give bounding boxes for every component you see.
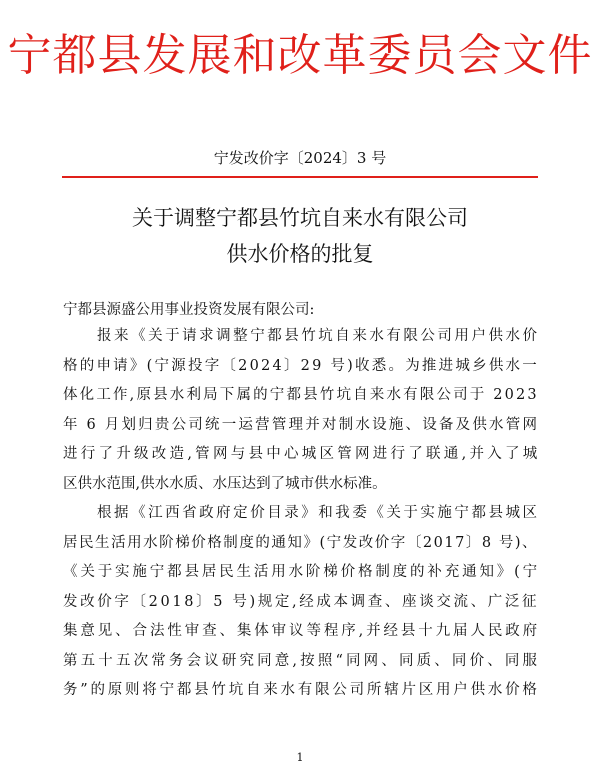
paragraph-2-line: 发改价字〔2018〕5 号)规定,经成本调查、座谈交流、广泛征 [63,593,540,610]
document-number: 宁发改价字〔2024〕3 号 [213,149,387,167]
red-divider-line [62,176,538,178]
document-header-title: 宁都县发展和改革委员会文件 [7,30,593,81]
paragraph-2-line: 居民生活用水阶梯价格制度的通知》(宁发改价字〔2017〕8 号)、 [63,534,539,551]
addressee: 宁都县源盛公用事业投资发展有限公司: [63,302,315,318]
page-number: 1 [296,751,304,764]
paragraph-1 [63,322,541,499]
paragraph-1-line: 报来《关于请求调整宁都县竹坑自来水有限公司用户供水价 [63,328,540,344]
paragraph-2-line: 务”的原则将宁都县竹坑自来水有限公司所辖片区用户供水价格 [63,682,540,698]
paragraph-1-line: 年 6 月划归贵公司统一运营管理并对制水设施、设备及供水管网 [63,416,540,433]
paragraph-2 [63,499,541,706]
paragraph-1-line: 格的申请》(宁源投字〔2024〕29 号)收悉。为推进城乡供水一 [63,357,539,374]
paragraph-1-line: 进行了升级改造,管网与县中心城区管网进行了联通,并入了城 [63,446,541,462]
paragraph-1-line: 体化工作,原县水利局下属的宁都县竹坑自来水有限公司于 2023 [63,387,539,403]
document-title [0,200,600,272]
paragraph-2-line: 集意见、合法性审查、集体审议等程序,并经县十九届人民政府 [63,623,540,639]
document-title-line-2: 供水价格的批复 [226,242,374,266]
document-title-line-1: 关于调整宁都县竹坑自来水有限公司 [132,206,468,230]
paragraph-2-line: 《关于实施宁都县居民生活用水阶梯价格制度的补充通知》(宁 [63,564,541,580]
paragraph-2-line: 根据《江西省政府定价目录》和我委《关于实施宁都县城区 [63,505,540,521]
paragraph-1-line: 区供水范围,供水水质、水压达到了城市供水标准。 [63,475,387,492]
paragraph-2-line: 第五十五次常务会议研究同意,按照“同网、同质、同价、同服 [63,652,541,669]
